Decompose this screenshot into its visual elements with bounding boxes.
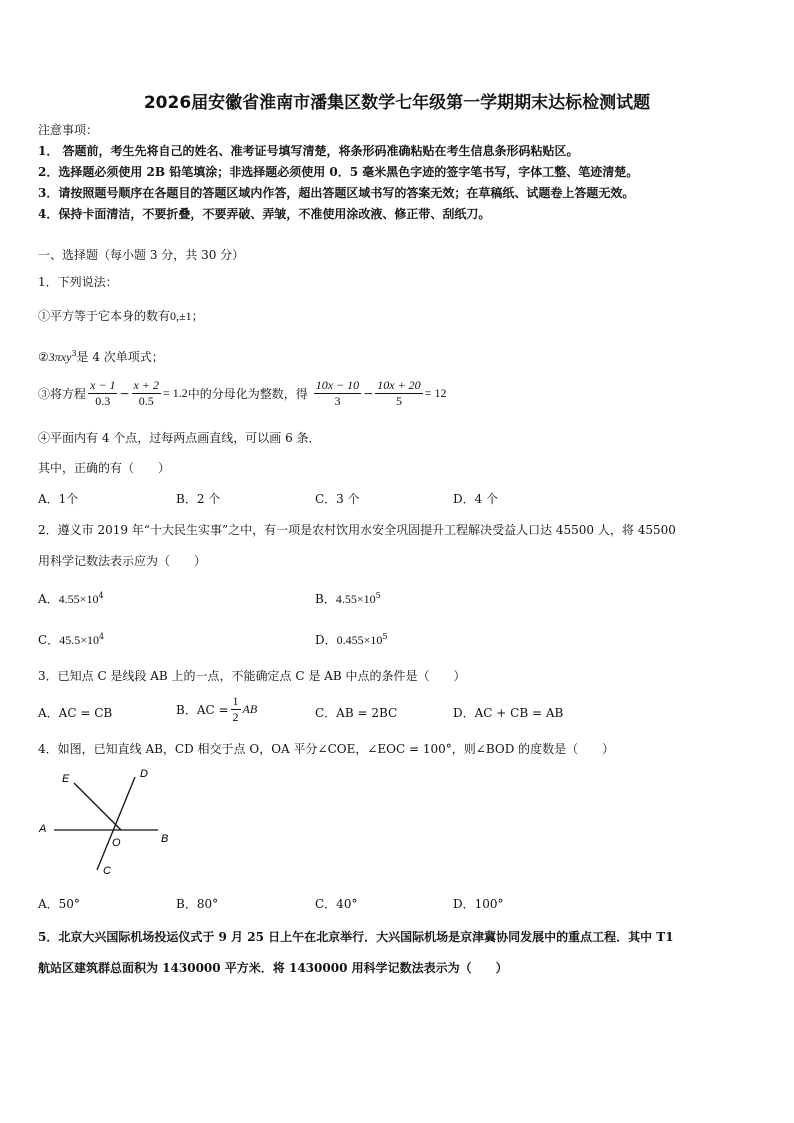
q1-s3-frac2: $\frac{x + 2}{0.5}$ <box>133 378 159 408</box>
q2-option-a: A．$4.55\times 10^4$ <box>38 591 104 606</box>
q2-option-d: D．$0.455\times 10^5$ <box>315 632 388 647</box>
q1-option-b: B．2 个 <box>176 492 221 506</box>
q3-option-b: B．AC = $\frac{1}{2}$ AB <box>176 694 258 724</box>
q1-ask: 其中，正确的有（ ） <box>38 461 171 475</box>
q1-stem: 1．下列说法： <box>38 275 118 289</box>
q1-option-c: C．3 个 <box>315 492 360 506</box>
q1-s2-math: 3πxy <box>48 350 72 364</box>
q2-stem-line2: 用科学记数法表示应为（ ） <box>38 554 207 568</box>
q1-s2-text: 是 4 次单项式； <box>76 350 164 364</box>
ray-oe <box>74 783 121 830</box>
q2-option-c: C．$45.5\times 10^4$ <box>38 632 105 647</box>
q1-s3-frac4: $\frac{10x + 20}{5}$ <box>377 378 421 408</box>
q3-stem: 3．已知点 C 是线段 AB 上的一点，不能确定点 C 是 AB 中点的条件是（ ） <box>38 669 466 683</box>
q1-statement-4: ④平面内有 4 个点，过每两点画直线，可以画 6 条． <box>38 431 321 445</box>
label-b: B <box>161 833 169 845</box>
q2-stem-line1: 2．遵义市 2019 年“十大民生实事”之中，有一项是农村饮用水安全巩固提升工程解决受益人口达 45500 人，将 45500 <box>38 523 676 537</box>
q2-option-b: B．$4.55\times 10^5$ <box>315 591 381 606</box>
q1-s1-text: ①平方等于它本身的数有 <box>38 309 171 323</box>
label-e: E <box>62 773 70 785</box>
q1-s3-frac3: $\frac{10x - 10}{3}$ <box>315 378 360 408</box>
q4-option-c: C．40° <box>315 897 358 911</box>
notice-item-3: 3．请按照题号顺序在各题目的答题区域内作答，超出答题区域书写的答案无效；在草稿纸、试题卷上答题无效。 <box>38 186 635 200</box>
q1-option-a: A．1个 <box>38 492 79 506</box>
q1-s3-frac1: $\frac{x - 1}{0.3}$ <box>90 378 116 408</box>
q5-stem-line1: 5．北京大兴国际机场投运仪式于 9 月 25 日上午在北京举行．大兴国际机场是京津冀协同发展中的重点工程．其中 T1 <box>38 930 674 944</box>
q4-option-d: D．100° <box>453 897 504 911</box>
q4-option-a: A．50° <box>38 897 80 911</box>
label-c: C <box>103 865 111 877</box>
q1-statement-3: ③将方程 $\frac{x - 1}{0.3}$ − $\frac{x + 2}{0.5}$ = 1.2中的分母化为整数，得 $\frac{10x - 10}{3}$ − $\frac{10x + 20}{5}$ = 12 <box>38 378 447 408</box>
notice-item-2: 2．选择题必须使用 2B 铅笔填涂；非选择题必须使用 0．5 毫米黑色字迹的签字笔书写，字体工整、笔迹清楚。 <box>38 165 639 179</box>
q1-s3-prefix: ③将方程 <box>38 387 87 401</box>
q4-stem: 4．如图，已知直线 AB，CD 相交于点 O，OA 平分∠COE，∠EOC = 100°，则∠BOD 的度数是（ ） <box>38 742 615 756</box>
q5-stem-line2: 航站区建筑群总面积为 1430000 平方米．将 1430000 用科学记数法表示为（ ） <box>38 961 508 975</box>
notice-item-4: 4．保持卡面清洁，不要折叠，不要弄破、弄皱，不准使用涂改液、修正带、刮纸刀。 <box>38 207 491 221</box>
page-title: 2026届安徽省淮南市潘集区数学七年级第一学期期末达标检测试题 <box>143 93 651 113</box>
q1-s2-exponent: 3 <box>71 349 77 358</box>
section-heading: 一、选择题（每小题 3 分，共 30 分） <box>38 248 245 262</box>
q3-option-a: A．AC = CB <box>38 706 113 720</box>
label-d: D <box>140 768 148 780</box>
notice-item-1: 1． 答题前，考生先将自己的姓名、准考证号填写清楚，将条形码准确粘贴在考生信息条形码粘贴区。 <box>38 144 579 158</box>
q4-option-b: B．80° <box>176 897 219 911</box>
line-cd <box>97 777 135 870</box>
q1-statement-2 <box>38 348 164 365</box>
q4-figure <box>36 764 186 884</box>
label-o: O <box>112 837 121 849</box>
q1-s1-post: ； <box>191 309 204 323</box>
q1-statement-1 <box>38 307 204 324</box>
notice-heading: 注意事项： <box>38 123 99 137</box>
q3-option-c: C．AB = 2BC <box>315 706 398 720</box>
q3-option-d: D．AC + CB = AB <box>453 706 564 720</box>
label-a: A <box>39 823 47 835</box>
q1-s3-text: 中的分母化为整数，得 <box>187 387 308 401</box>
q1-option-d: D．4 个 <box>453 492 499 506</box>
q1-s2-prefix: ② <box>38 350 49 364</box>
q1-s1-math: 0,±1 <box>170 309 192 323</box>
